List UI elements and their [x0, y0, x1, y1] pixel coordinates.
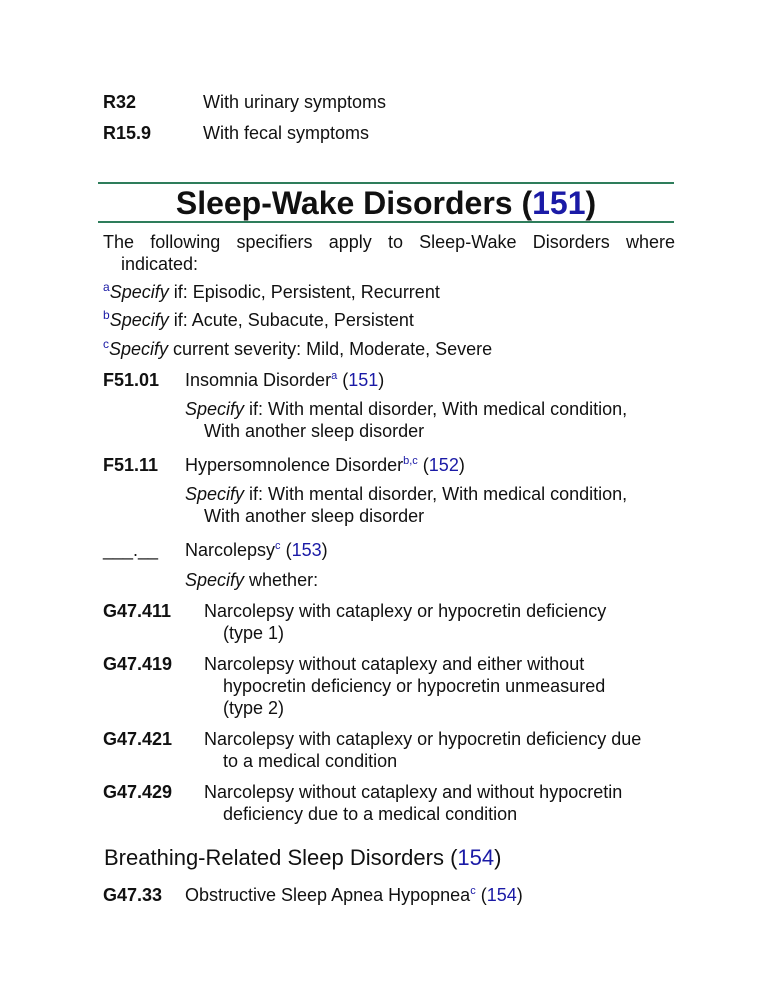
narcolepsy-specify-italic: Specify — [185, 570, 245, 590]
g47-429-line-1: Narcolepsy without cataplexy and without hypocretin — [204, 782, 623, 802]
code-narcolepsy-blank: ___.__ — [103, 540, 159, 560]
hypersomnolence-sup: b,c — [403, 455, 418, 467]
insomnia-paren-close: ) — [378, 370, 385, 390]
breathing-page-link[interactable]: 154 — [457, 845, 495, 870]
specifier-a-mark: a — [103, 280, 110, 294]
hypersomnolence-specify-italic: Specify — [185, 484, 245, 504]
hypersomnolence-name: Hypersomnolence Disorder — [185, 455, 404, 475]
code-g47-33: G47.33 — [103, 885, 163, 905]
hypersomnolence-paren-open: ( — [422, 455, 429, 475]
narcolepsy-sup: c — [275, 540, 281, 552]
insomnia-paren-open: ( — [342, 370, 349, 390]
specifier-b — [103, 309, 414, 331]
narcolepsy-specify-text: whether: — [244, 570, 319, 590]
insomnia-page-link[interactable]: 151 — [348, 370, 379, 390]
code-f51-11: F51.11 — [103, 455, 159, 475]
code-g47-429: G47.429 — [103, 782, 173, 802]
narcolepsy-page-link[interactable]: 153 — [291, 540, 322, 560]
g47-429-line-2: deficiency due to a medical condition — [223, 804, 518, 824]
code-g47-411: G47.411 — [103, 601, 172, 621]
code-g47-419: G47.419 — [103, 654, 173, 674]
hypersomnolence-paren-close: ) — [458, 455, 465, 475]
section-heading — [98, 184, 674, 222]
hypersomnolence-page-link[interactable]: 152 — [428, 455, 459, 475]
apnea-entry — [185, 884, 523, 906]
g47-411-line-1: Narcolepsy with cataplexy or hypocretin deficiency — [204, 601, 607, 621]
hypersomnolence-specify-text: if: With mental disorder, With medical condition, — [244, 484, 628, 504]
narcolepsy-paren-close: ) — [321, 540, 328, 560]
hypersomnolence-specify-line-2: With another sleep disorder — [204, 506, 425, 526]
specifier-b-italic: Specify — [109, 310, 169, 330]
specifier-a-italic: Specify — [109, 282, 169, 302]
specifier-b-mark: b — [103, 308, 110, 322]
g47-421-line-1: Narcolepsy with cataplexy or hypocretin deficiency due — [204, 729, 642, 749]
specifier-a — [103, 281, 440, 303]
hypersomnolence-specify-line-1 — [185, 483, 627, 505]
section-title: Sleep-Wake Disorders ( — [175, 185, 533, 221]
breathing-subheading — [104, 845, 501, 871]
apnea-paren-open: ( — [480, 885, 487, 905]
specifier-c — [103, 338, 492, 360]
g47-411-line-2: (type 1) — [223, 623, 285, 643]
apnea-page-link[interactable]: 154 — [486, 885, 517, 905]
narcolepsy-paren-open: ( — [285, 540, 292, 560]
specifier-c-italic: Specify — [109, 339, 169, 359]
breathing-title: Breathing-Related Sleep Disorders ( — [104, 845, 458, 870]
narcolepsy-entry — [185, 539, 328, 561]
code-g47-421: G47.421 — [103, 729, 173, 749]
code-r15-9: R15.9 — [103, 123, 152, 143]
breathing-title-close: ) — [494, 845, 502, 870]
g47-419-line-3: (type 2) — [223, 698, 285, 718]
apnea-sup: c — [470, 885, 476, 897]
code-r32-text: With urinary symptoms — [203, 92, 387, 112]
insomnia-specify-italic: Specify — [185, 399, 245, 419]
intro-line-1: The following specifiers apply to Sleep-Wake Disorders where — [103, 232, 675, 252]
heading-rule-bottom — [98, 221, 674, 223]
apnea-paren-close: ) — [516, 885, 523, 905]
section-page-link[interactable]: 151 — [532, 185, 586, 221]
insomnia-specify-line-2: With another sleep disorder — [204, 421, 425, 441]
insomnia-sup: a — [331, 370, 338, 382]
code-r15-9-text: With fecal symptoms — [203, 123, 370, 143]
insomnia-specify-text: if: With mental disorder, With medical condition, — [244, 399, 628, 419]
narcolepsy-specify — [185, 569, 318, 591]
specifier-a-text: if: Episodic, Persistent, Recurrent — [168, 282, 440, 302]
g47-419-line-2: hypocretin deficiency or hypocretin unmeasured — [223, 676, 606, 696]
narcolepsy-name: Narcolepsy — [185, 540, 276, 560]
insomnia-name: Insomnia Disorder — [185, 370, 332, 390]
intro-line-2: indicated: — [121, 254, 199, 274]
code-r32: R32 — [103, 92, 137, 112]
specifier-b-text: if: Acute, Subacute, Persistent — [168, 310, 414, 330]
g47-419-line-1: Narcolepsy without cataplexy and either without — [204, 654, 585, 674]
insomnia-entry — [185, 369, 384, 391]
code-f51-01: F51.01 — [103, 370, 160, 390]
specifier-c-mark: c — [103, 337, 109, 351]
section-title-close: ) — [585, 185, 597, 221]
insomnia-specify-line-1 — [185, 398, 627, 420]
specifier-c-text: current severity: Mild, Moderate, Severe — [168, 339, 493, 359]
hypersomnolence-entry — [185, 454, 465, 476]
apnea-name: Obstructive Sleep Apnea Hypopnea — [185, 885, 471, 905]
g47-421-line-2: to a medical condition — [223, 751, 398, 771]
